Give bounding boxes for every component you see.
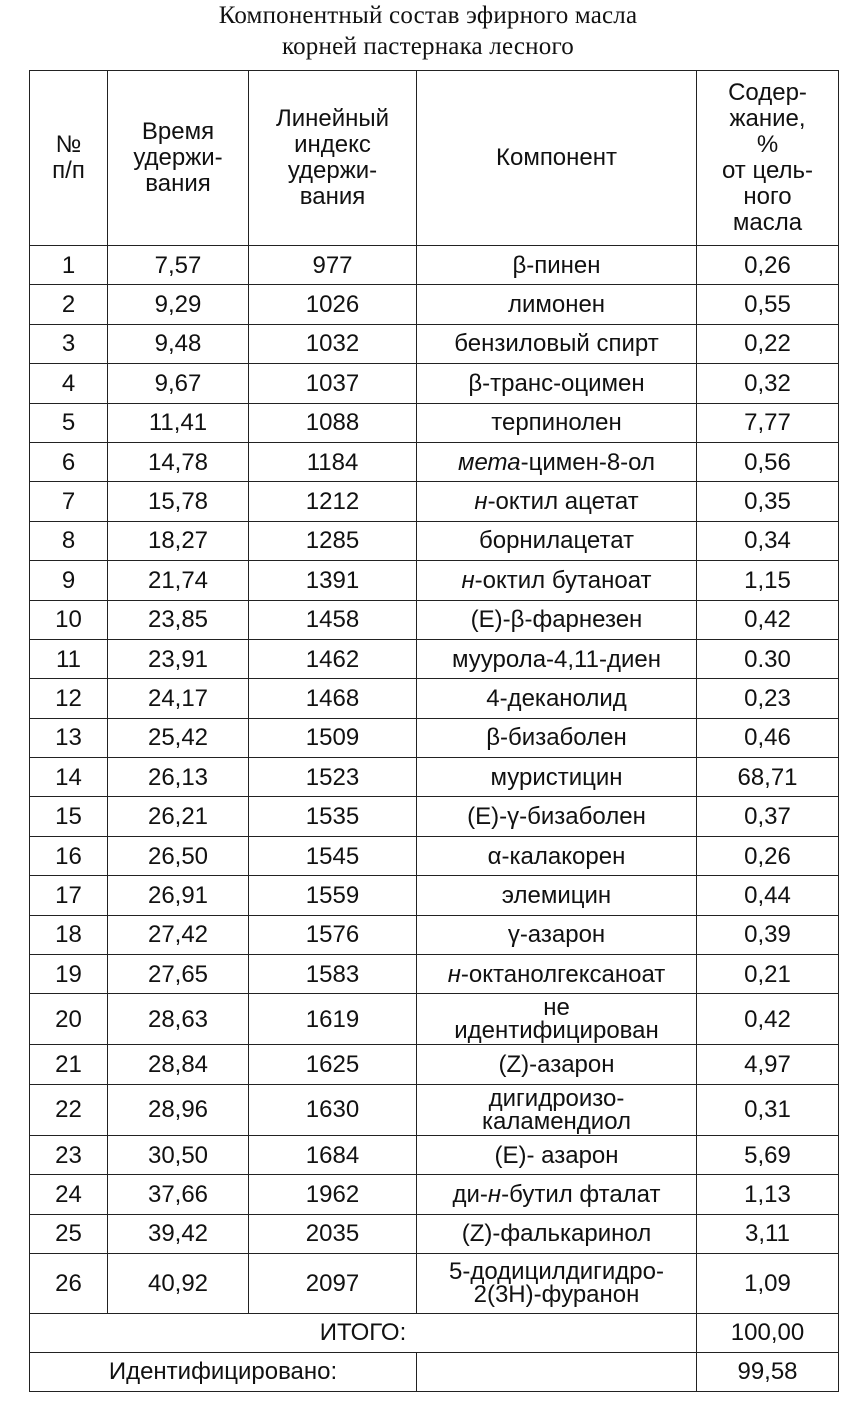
- row-number: 3: [30, 324, 108, 363]
- component-name: [417, 758, 697, 797]
- component-name: [417, 364, 697, 403]
- retention-index: 1559: [249, 876, 417, 915]
- component-name: [417, 1135, 697, 1174]
- retention-index: 1462: [249, 639, 417, 678]
- retention-index: 1184: [249, 442, 417, 481]
- retention-index: 2097: [249, 1253, 417, 1313]
- table-row: [30, 246, 839, 285]
- row-number: 10: [30, 600, 108, 639]
- retention-index: 1391: [249, 561, 417, 600]
- component-name: [417, 1084, 697, 1135]
- title-line-1: Компонентный состав эфирного масла: [218, 2, 638, 29]
- row-number: 16: [30, 836, 108, 875]
- component-line: (Е)- азарон: [494, 1141, 619, 1169]
- retention-time: 26,21: [108, 797, 249, 836]
- retention-index: 1625: [249, 1045, 417, 1084]
- table-row: [30, 1175, 839, 1214]
- content-percent: 0,31: [697, 1084, 839, 1135]
- table-row: [30, 1214, 839, 1253]
- retention-time: 26,91: [108, 876, 249, 915]
- component-line: элемицин: [501, 881, 612, 909]
- retention-time: 11,41: [108, 403, 249, 442]
- component-name: [417, 521, 697, 560]
- header-content: Содер- жание, % от цель- ного масла: [697, 71, 839, 246]
- component-name: [417, 1045, 697, 1084]
- retention-index: 1583: [249, 955, 417, 994]
- retention-index: 1026: [249, 285, 417, 324]
- composition-table: [29, 70, 839, 1392]
- component-line: бензиловый спирт: [454, 330, 659, 358]
- table-row: [30, 994, 839, 1045]
- row-number: 1: [30, 246, 108, 285]
- retention-index: 1545: [249, 836, 417, 875]
- retention-time: 9,67: [108, 364, 249, 403]
- table-row: [30, 285, 839, 324]
- retention-index: 1212: [249, 482, 417, 521]
- content-percent: 1,13: [697, 1175, 839, 1214]
- retention-index: 1468: [249, 679, 417, 718]
- row-number: 5: [30, 403, 108, 442]
- row-number: 20: [30, 994, 108, 1045]
- component-name: [417, 994, 697, 1045]
- component-line: муристицин: [490, 763, 623, 791]
- content-percent: 0,34: [697, 521, 839, 560]
- table-row: [30, 836, 839, 875]
- table-row: [30, 679, 839, 718]
- content-percent: 68,71: [697, 758, 839, 797]
- content-percent: 0,37: [697, 797, 839, 836]
- content-percent: 0,32: [697, 364, 839, 403]
- row-number: 2: [30, 285, 108, 324]
- table-row: [30, 324, 839, 363]
- table-title: [0, 0, 856, 62]
- component-name: [417, 955, 697, 994]
- component-line: муурола-4,11-диен: [452, 645, 661, 673]
- component-name: [417, 324, 697, 363]
- row-number: 25: [30, 1214, 108, 1253]
- row-number: 22: [30, 1084, 108, 1135]
- content-percent: 0,42: [697, 600, 839, 639]
- identified-empty-cell: [417, 1352, 697, 1391]
- component-name: [417, 1253, 697, 1313]
- table-row: [30, 876, 839, 915]
- retention-index: 1523: [249, 758, 417, 797]
- component-rest: -октанолгексаноат: [460, 960, 666, 988]
- component-rest: -бутил фталат: [501, 1180, 661, 1208]
- retention-time: 26,50: [108, 836, 249, 875]
- component-line: идентифицирован: [454, 1017, 659, 1045]
- component-line: β-транс-оцимен: [468, 369, 645, 397]
- component-line: (Z)-азарон: [498, 1051, 615, 1079]
- total-row: [30, 1313, 839, 1352]
- component-prefix: ди-: [452, 1180, 488, 1208]
- content-percent: 0,56: [697, 442, 839, 481]
- component-name: [417, 876, 697, 915]
- header-retention-time: Время удержи- вания: [108, 71, 249, 246]
- content-percent: 0,44: [697, 876, 839, 915]
- row-number: 4: [30, 364, 108, 403]
- row-number: 15: [30, 797, 108, 836]
- component-line: (Е)-β-фарнезен: [470, 606, 643, 634]
- retention-time: 30,50: [108, 1135, 249, 1174]
- table-row: [30, 1253, 839, 1313]
- table-row: [30, 758, 839, 797]
- retention-index: 1630: [249, 1084, 417, 1135]
- row-number: 23: [30, 1135, 108, 1174]
- title-line-2: корней пастернака лесного: [282, 33, 574, 60]
- identified-value: 99,58: [697, 1352, 839, 1391]
- content-percent: 4,97: [697, 1045, 839, 1084]
- row-number: 14: [30, 758, 108, 797]
- component-name: [417, 639, 697, 678]
- component-name: [417, 482, 697, 521]
- retention-time: 28,63: [108, 994, 249, 1045]
- row-number: 8: [30, 521, 108, 560]
- retention-time: 9,29: [108, 285, 249, 324]
- component-rest: -цимен-8-ол: [520, 448, 655, 476]
- retention-index: 1037: [249, 364, 417, 403]
- component-line: β-пинен: [512, 251, 601, 279]
- table-row: [30, 403, 839, 442]
- component-line: лимонен: [507, 291, 606, 319]
- table-row: [30, 1084, 839, 1135]
- row-number: 11: [30, 639, 108, 678]
- retention-index: 1458: [249, 600, 417, 639]
- table-row: [30, 915, 839, 954]
- component-name: [417, 915, 697, 954]
- component-line: дигидроизо-: [488, 1084, 625, 1112]
- retention-index: 1535: [249, 797, 417, 836]
- retention-index: 1962: [249, 1175, 417, 1214]
- component-line: 5-додицилдигидро-: [449, 1258, 664, 1286]
- component-italic-prefix: мета: [457, 448, 521, 476]
- content-percent: 0,26: [697, 836, 839, 875]
- retention-time: 14,78: [108, 442, 249, 481]
- component-line: борнилацетат: [478, 527, 634, 555]
- retention-time: 24,17: [108, 679, 249, 718]
- component-line: не: [543, 994, 570, 1022]
- row-number: 13: [30, 718, 108, 757]
- row-number: 21: [30, 1045, 108, 1084]
- content-percent: 0.30: [697, 639, 839, 678]
- header-retention-index: Линейный индекс удержи- вания: [249, 71, 417, 246]
- row-number: 26: [30, 1253, 108, 1313]
- table-row: [30, 1135, 839, 1174]
- table-row: [30, 955, 839, 994]
- table-row: [30, 718, 839, 757]
- retention-index: 1509: [249, 718, 417, 757]
- row-number: 12: [30, 679, 108, 718]
- retention-time: 15,78: [108, 482, 249, 521]
- content-percent: 1,15: [697, 561, 839, 600]
- retention-index: 1285: [249, 521, 417, 560]
- retention-time: 39,42: [108, 1214, 249, 1253]
- content-percent: 1,09: [697, 1253, 839, 1313]
- component-name: [417, 1214, 697, 1253]
- retention-time: 27,65: [108, 955, 249, 994]
- retention-time: 27,42: [108, 915, 249, 954]
- retention-index: 1088: [249, 403, 417, 442]
- total-value: 100,00: [697, 1313, 839, 1352]
- content-percent: 7,77: [697, 403, 839, 442]
- component-name: [417, 1175, 697, 1214]
- content-percent: 0,39: [697, 915, 839, 954]
- content-percent: 0,55: [697, 285, 839, 324]
- component-italic-prefix: н: [474, 488, 488, 516]
- table-body: [30, 71, 839, 1392]
- content-percent: 0,21: [697, 955, 839, 994]
- row-number: 24: [30, 1175, 108, 1214]
- retention-index: 1684: [249, 1135, 417, 1174]
- component-name: [417, 285, 697, 324]
- total-label: ИТОГО:: [30, 1313, 697, 1352]
- table-row: [30, 797, 839, 836]
- component-name: [417, 246, 697, 285]
- retention-time: 23,85: [108, 600, 249, 639]
- component-name: [417, 442, 697, 481]
- table-row: [30, 521, 839, 560]
- component-line: 2(3Н)-фуранон: [473, 1281, 640, 1309]
- content-percent: 0,42: [697, 994, 839, 1045]
- retention-time: 21,74: [108, 561, 249, 600]
- component-line: β-бизаболен: [486, 724, 627, 752]
- component-name: [417, 403, 697, 442]
- retention-time: 23,91: [108, 639, 249, 678]
- table-row: [30, 561, 839, 600]
- retention-index: 977: [249, 246, 417, 285]
- row-number: 17: [30, 876, 108, 915]
- component-rest: -октил бутаноат: [474, 566, 652, 594]
- component-line: (Е)-γ-бизаболен: [467, 803, 646, 831]
- retention-time: 18,27: [108, 521, 249, 560]
- retention-time: 28,96: [108, 1084, 249, 1135]
- table-row: [30, 639, 839, 678]
- content-percent: 0,23: [697, 679, 839, 718]
- content-percent: 0,35: [697, 482, 839, 521]
- retention-index: 1576: [249, 915, 417, 954]
- retention-time: 9,48: [108, 324, 249, 363]
- component-line: терпинолен: [491, 409, 622, 437]
- content-percent: 3,11: [697, 1214, 839, 1253]
- component-line: α-калакорен: [487, 842, 626, 870]
- retention-index: 1032: [249, 324, 417, 363]
- row-number: 9: [30, 561, 108, 600]
- identified-row: [30, 1352, 839, 1391]
- retention-time: 37,66: [108, 1175, 249, 1214]
- content-percent: 0,26: [697, 246, 839, 285]
- component-name: [417, 836, 697, 875]
- row-number: 6: [30, 442, 108, 481]
- row-number: 7: [30, 482, 108, 521]
- row-number: 18: [30, 915, 108, 954]
- component-rest: -октил ацетат: [487, 488, 639, 516]
- component-name: [417, 679, 697, 718]
- header-number: № п/п: [30, 71, 108, 246]
- table-row: [30, 364, 839, 403]
- table-row: [30, 1045, 839, 1084]
- content-percent: 0,22: [697, 324, 839, 363]
- table-row: [30, 442, 839, 481]
- retention-index: 1619: [249, 994, 417, 1045]
- component-line: 4-деканолид: [486, 684, 627, 712]
- retention-time: 28,84: [108, 1045, 249, 1084]
- retention-time: 26,13: [108, 758, 249, 797]
- table-row: [30, 482, 839, 521]
- component-line: (Z)-фалькаринол: [461, 1220, 652, 1248]
- retention-index: 2035: [249, 1214, 417, 1253]
- table-row: [30, 600, 839, 639]
- content-percent: 0,46: [697, 718, 839, 757]
- row-number: 19: [30, 955, 108, 994]
- retention-time: 7,57: [108, 246, 249, 285]
- component-italic-prefix: н: [487, 1180, 502, 1208]
- identified-label: Идентифицировано:: [30, 1352, 417, 1391]
- header-component: Компонент: [417, 71, 697, 246]
- content-percent: 5,69: [697, 1135, 839, 1174]
- component-italic-prefix: н: [461, 566, 475, 594]
- component-name: [417, 561, 697, 600]
- retention-time: 40,92: [108, 1253, 249, 1313]
- component-line: γ-азарон: [507, 921, 606, 949]
- component-name: [417, 600, 697, 639]
- component-name: [417, 797, 697, 836]
- component-line: каламендиол: [481, 1107, 632, 1135]
- retention-time: 25,42: [108, 718, 249, 757]
- component-italic-prefix: н: [447, 960, 461, 988]
- header-row: [30, 71, 839, 246]
- component-name: [417, 718, 697, 757]
